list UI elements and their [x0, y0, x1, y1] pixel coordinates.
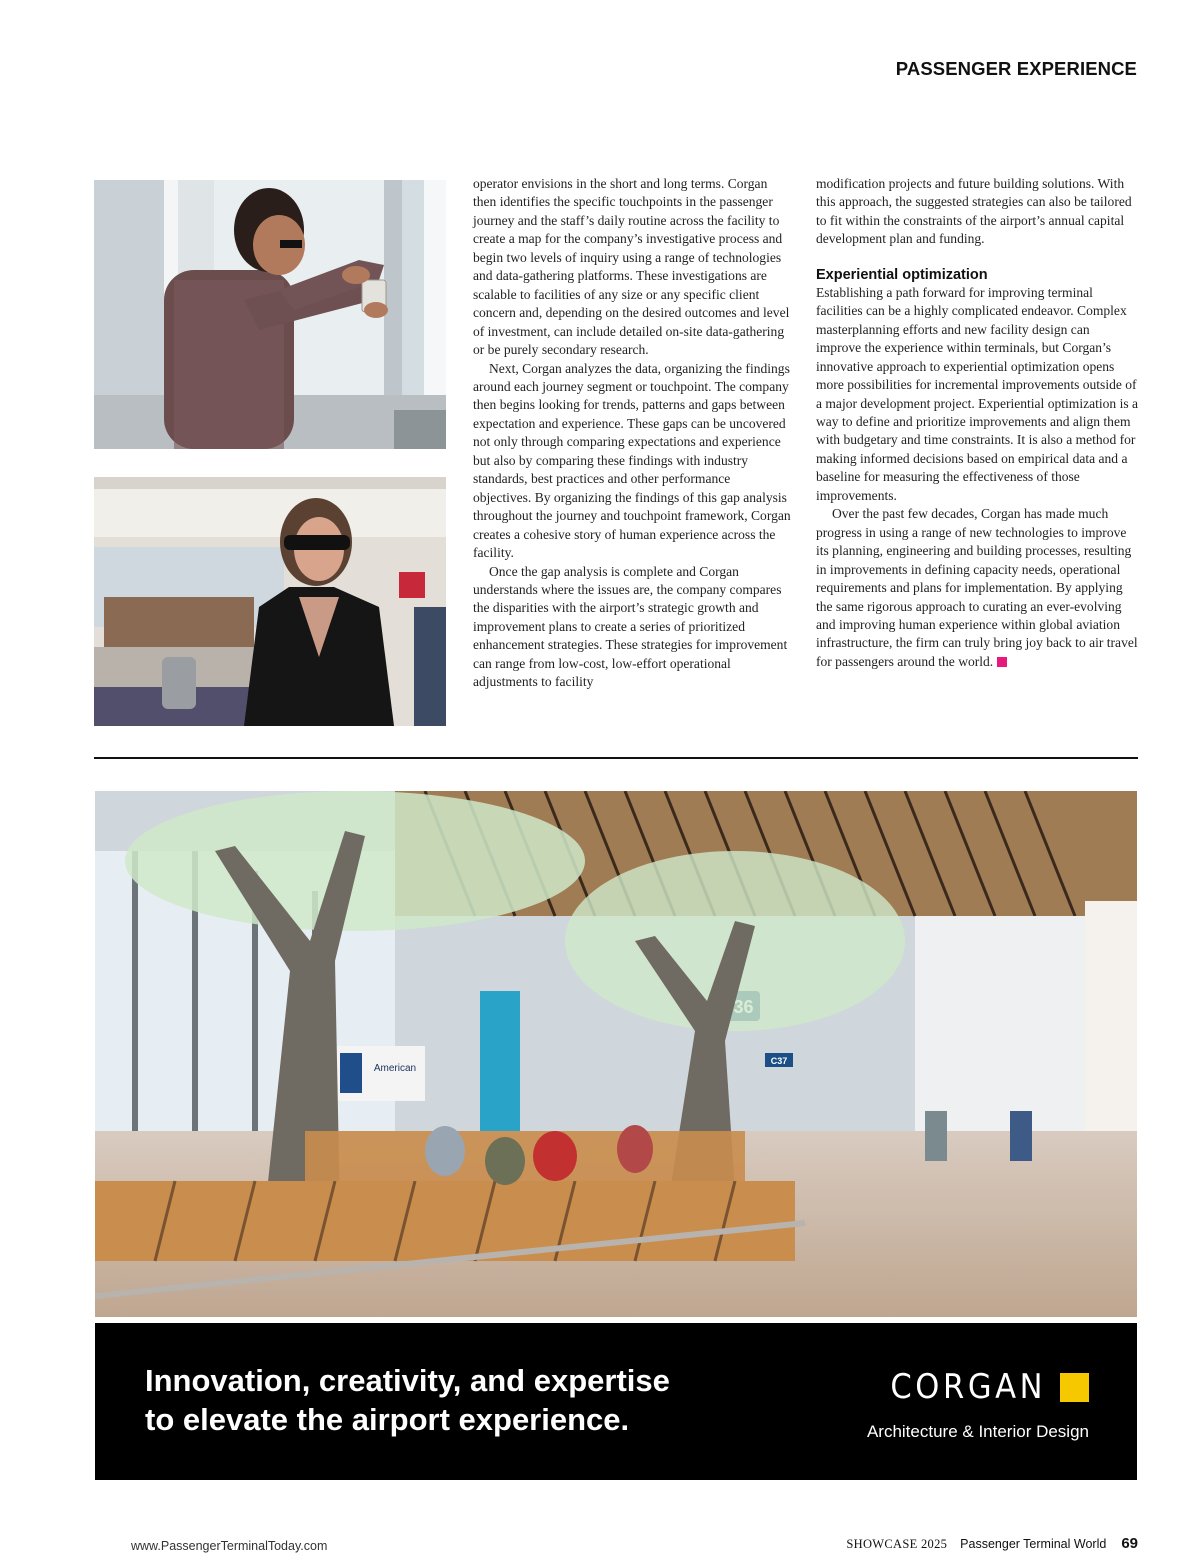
ad-headline-line: to elevate the airport experience. [145, 1402, 630, 1437]
section-divider [94, 757, 1138, 759]
ad-tagline: Architecture & Interior Design [866, 1422, 1089, 1441]
photo-terminal-concourse [95, 791, 1137, 1317]
end-of-article-mark [997, 657, 1007, 667]
paragraph-text: Over the past few decades, Corgan has made much progress in using a range of new technologies to improve its planning, engineering and building processes, resulting in improvements in defining capacity needs, operational requirements and plans for implementation. By applying the same rigorous approach to curating an ever-evolving and improving human experience within global aviation infrastructure, the firm can truly bring joy back to air travel for passengers around the world. [816, 506, 1138, 669]
paragraph-final [816, 505, 1138, 671]
footer-url[interactable]: www.PassengerTerminalToday.com [131, 1539, 328, 1553]
photo-eye-tracking-passenger [94, 477, 446, 726]
paragraph: Once the gap analysis is complete and Corgan understands where the issues are, the company compares the disparities with the airport’s strategic growth and improvement plans to create a series of prioritized enhancement strategies. These strategies for improvement can range from low-cost, low-effort operational adjustments to facility [473, 563, 788, 690]
paragraph: Establishing a path forward for improving terminal facilities can be a highly complicated endeavor. Complex masterplanning efforts and new facility design can improve the experience within terminals, but Corgan’s innovative approach to experiential optimization opens more possibilities for incremental improvements outside of a major development project. Experiential optimization is a way to define and prioritize improvements and align them with budgetary and time constraints. It is also a method for making informed decisions based on empirical data and a baseline for measuring the effectiveness of those improvements. [816, 284, 1139, 503]
paragraph: modification projects and future building solutions. With this approach, the suggested strategies can also be tailored to fit within the constraints of the airport’s annual capital development plan and funding. [816, 176, 1132, 247]
logo-square-icon [1060, 1373, 1089, 1402]
ad-headline [145, 1361, 745, 1439]
ad-headline-line: Innovation, creativity, and expertise [145, 1363, 670, 1398]
article-column-right [816, 175, 1138, 671]
gate-sign-c37: C37 [770, 1056, 788, 1066]
page-number: 69 [1121, 1535, 1138, 1552]
footer-magazine: Passenger Terminal World [960, 1537, 1107, 1551]
footer-issue: SHOWCASE 2025 [846, 1537, 948, 1551]
subheading: Experiential optimization [816, 266, 988, 283]
article-column-middle [473, 175, 791, 692]
section-label: PASSENGER EXPERIENCE [895, 58, 1137, 79]
airline-sign: American [373, 1063, 417, 1074]
corgan-logo [873, 1367, 1089, 1407]
paragraph: Next, Corgan analyzes the data, organizing the findings around each journey segment or touchpoint. The company then begins looking for trends, patterns and gaps between expectation and experience. These gaps can be uncovered not only through comparing expectations and experience but also by comparing these findings with industry standards, best practices and other performance objectives. By organizing the findings of this gap analysis throughout the journey and touchpoint framework, Corgan creates a cohesive story of human experience across the facility. [473, 360, 791, 561]
photo-researcher-sensor [94, 180, 446, 449]
ad-banner[interactable] [95, 1323, 1137, 1480]
paragraph: operator envisions in the short and long terms. Corgan then identifies the specific touchpoints in the passenger journey and the staff’s daily routine across the facility to create a map for the company’s investigative process and begin two levels of inquiry using a range of technologies and data-gathering platforms. These investigations are scalable to facilities of any size or any specific client concern and, depending on the desired outcomes and level of investment, can include detailed on-site data-gathering or be purely secondary research. [473, 176, 790, 358]
footer-folio [846, 1535, 1138, 1552]
logo-wordmark: CORGAN [890, 1367, 1046, 1407]
